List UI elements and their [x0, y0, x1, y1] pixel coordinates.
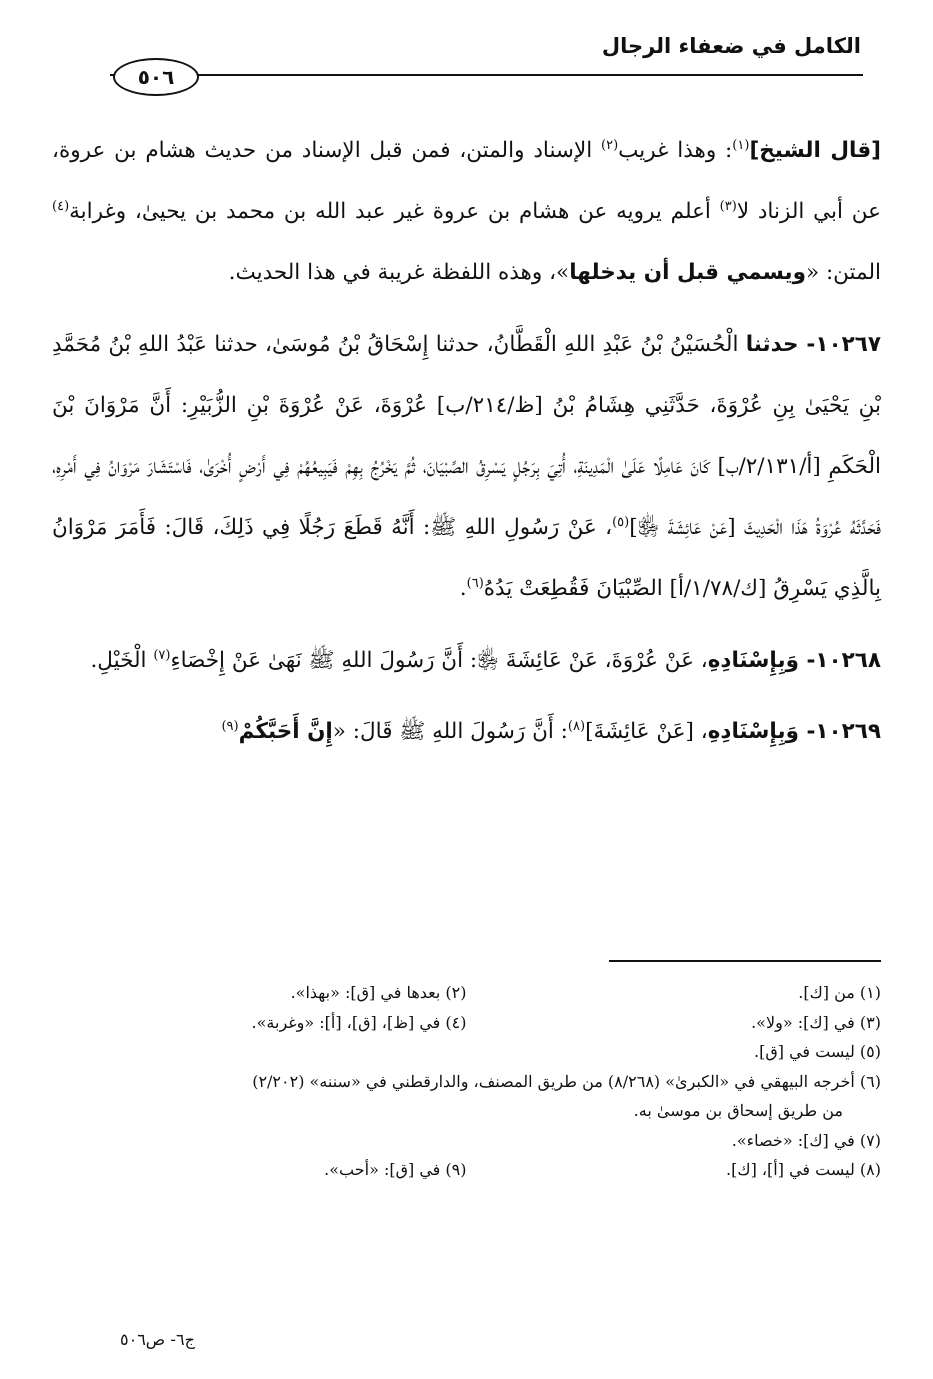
text-run: ، [عَنْ عَائِشَةَ] [585, 718, 708, 744]
quoted-phrase: إِنَّ أَحَبَّكُمْ [238, 718, 333, 744]
footnote-row [52, 1037, 881, 1067]
hadith-number: ١٠٢٦٨- [798, 647, 881, 673]
footnote-ref[interactable]: (٦) [466, 576, 484, 592]
text-run: الْخَيْلِ. [90, 647, 154, 673]
footnote-ref[interactable]: (٤) [52, 199, 70, 215]
footnote-1: (١) من [ك]. [798, 983, 881, 1002]
narration-keyword: حدثنا [745, 331, 799, 357]
main-text [52, 120, 881, 772]
hadith-number: ١٠٢٦٩- [798, 718, 881, 744]
footnote-2: (٢) بعدها في [ق]: «بهذا». [290, 983, 467, 1002]
text-run: . [459, 576, 467, 602]
sheikh-label: [قال الشيخ] [749, 138, 881, 163]
paragraph-commentary [52, 120, 881, 304]
narration-keyword: وَبِإِسْنَادِهِ [707, 647, 799, 673]
footnote-row [52, 1067, 881, 1097]
footnote-row [52, 1126, 881, 1156]
quoted-phrase: ويسمي قبل أن يدخلها [569, 260, 806, 286]
text-run: أعلم يرويه عن هشام بن عروة غير عبد الله بن محمد بن يحيىٰ، وغرابة [69, 199, 720, 225]
footnote-ref[interactable]: (٧) [153, 647, 171, 663]
footnote-ref[interactable]: (٩) [221, 718, 239, 734]
text-run: : أَنَّ رَسُولَ اللهِ ﷺ قَالَ: « [332, 718, 568, 744]
hadith-10267 [52, 314, 881, 620]
footnote-8: (٨) ليست في [أ]، [ك]. [726, 1160, 881, 1179]
footnote-ref[interactable]: (٨) [567, 718, 586, 734]
footnote-5: (٥) ليست في [ق]. [754, 1042, 881, 1061]
hadith-number: ١٠٢٦٧- [798, 331, 881, 357]
footnote-6: (٦) أخرجه البيهقي في «الكبرىٰ» (٨/٢٦٨) من طريق المصنف، والدارقطني في «سننه» (٢/٢٠٢) [252, 1071, 881, 1091]
header-rule [110, 74, 863, 76]
text-run: ، عَنْ رَسُولِ اللهِ ﷺ: أَنَّهُ قَطَعَ رَجُلًا فِي ذَلِكَ، قَالَ: فَأَمَرَ مَرْوَانُ بِالَّذِي يَسْرِقُ [ك/١/٧٨/أ] الصِّبْيَانَ فَقُطِعَتْ يَدُهُ [52, 515, 881, 602]
footnote-ref[interactable]: (٣) [719, 199, 737, 215]
hadith-10269 [52, 701, 881, 762]
page-number-badge: ٥٠٦ [113, 58, 199, 96]
footnote-row [52, 1155, 881, 1185]
footnote-9: (٩) في [ق]: «أحب». [324, 1160, 467, 1179]
footnotes [52, 978, 881, 1185]
volume-page-reference: ج٦- ص٥٠٦ [120, 1330, 195, 1349]
footnote-ref[interactable]: (٢) [601, 137, 619, 153]
text-run: المتن: « [805, 260, 881, 286]
footnote-ref[interactable]: (٥) [612, 515, 630, 531]
footnote-6-continuation: من طريق إسحاق بن موسىٰ به. [633, 1101, 843, 1120]
text-run: ، عَنْ عُرْوَةَ، عَنْ عَائِشَةَ ﵂: أَنَّ رَسُولَ اللهِ ﷺ نَهَىٰ عَنْ إِخْصَاءِ [170, 647, 708, 673]
text-run: الإسناد والمتن، فمن قبل الإسناد من حديث هشام بن عروة، عن أبي الزناد لا [52, 138, 881, 225]
footnote-row [52, 1096, 881, 1126]
footnote-row [52, 1008, 881, 1038]
footnote-4: (٤) في [ظ]، [ق]، [أ]: «وغربة». [251, 1012, 467, 1032]
text-run: : وهذا غريب [618, 138, 733, 163]
footnote-7: (٧) في [ك]: «خصاء». [731, 1130, 881, 1150]
text-run: »، وهذه اللفظة غريبة في هذا الحديث. [228, 260, 570, 286]
footnote-ref[interactable]: (١) [732, 137, 750, 153]
footnote-3: (٣) في [ك]: «ولا». [751, 1012, 881, 1032]
running-header-title: الكامل في ضعفاء الرجال [601, 34, 861, 58]
footnote-separator [609, 960, 881, 962]
text-run: الْحُسَيْنُ بْنُ عَبْدِ اللهِ الْقَطَّانُ، حدثنا إِسْحَاقُ بْنُ مُوسَىٰ، حدثنا عَبْدُ اللهِ بْنُ مُحَمَّدِ بْنِ يَحْيَىٰ بِنِ عُرْوَةَ، حَدَّثَنِي هِشَامُ بْنُ [ظ/٢١٤/ب] عُرْوَةَ، عَنْ عُرْوَةَ بْنِ الزُّبَيْرِ: أَنَّ مَرْوَانَ بْنَ الْحَكَمِ [أ/٢/١٣١/ب] كَانَ عَامِلًا عَلَىٰ الْمَدِينَةِ، أُتِيَ بِرَجُلٍ يَسْرِقُ الصِّبْيَانَ، ثُمَّ يَخْرُجُ بِهِمْ فَيَبِيعُهُمْ فِي أَرْضٍ أُخْرَىٰ، فَاسْتَشَارَ مَرْوَانُ فِي أَمْرِهِ، فَحَدَّثَهُ عُرْوَةُ هَذَا الْحَدِيثَ [عَنْ عَائِشَةَ ﵂] [52, 331, 882, 541]
hadith-10268 [52, 630, 881, 691]
narration-keyword: وَبِإِسْنَادِهِ [707, 718, 799, 744]
footnote-row [52, 978, 881, 1008]
